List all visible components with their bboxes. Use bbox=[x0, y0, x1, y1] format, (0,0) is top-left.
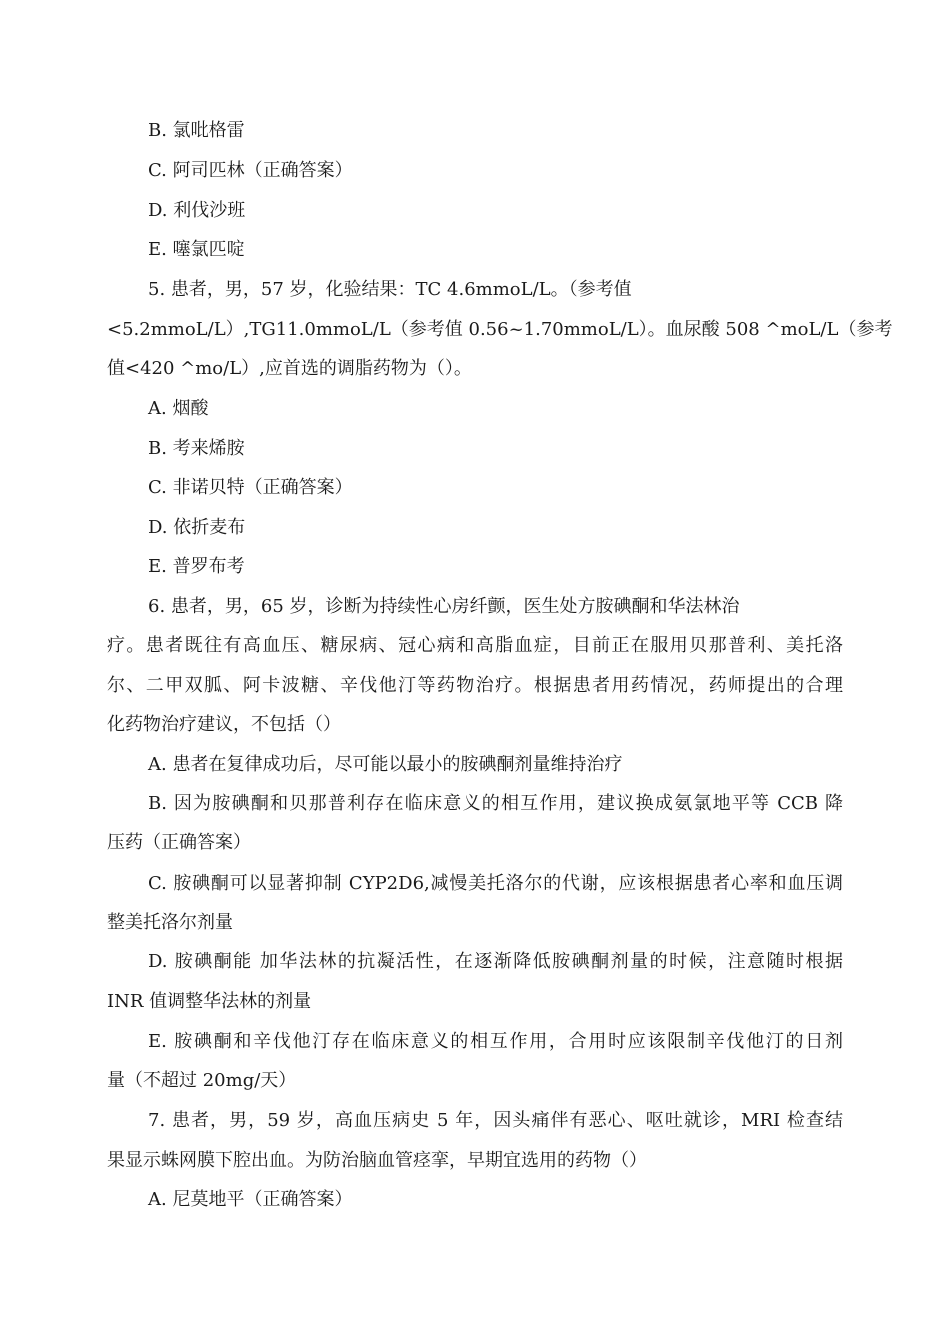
option-line: C. 非诺贝特（正确答案） bbox=[148, 477, 353, 498]
option-line: 压药（正确答案） bbox=[107, 832, 251, 853]
option-line: E. 噻氯匹啶 bbox=[148, 239, 245, 260]
option-line: E. 普罗布考 bbox=[148, 556, 245, 577]
option-line: 整美托洛尔剂量 bbox=[107, 912, 233, 933]
option-line: E. 胺碘酮和辛伐他汀存在临床意义的相互作用，合用时应该限制辛伐他汀的日剂 bbox=[148, 1031, 843, 1052]
question-stem-line: <5.2mmoL/L）,TG11.0mmoL/L（参考值 0.56~1.70mmoL/L）。血尿酸 508 ^moL/L（参考 bbox=[107, 319, 893, 340]
option-line: B. 氯吡格雷 bbox=[148, 120, 245, 141]
question-stem-line: 尔、二甲双胍、阿卡波糖、辛伐他汀等药物治疗。根据患者用药情况，药师提出的合理 bbox=[107, 675, 843, 696]
option-line: D. 依折麦布 bbox=[148, 517, 246, 538]
option-line: B. 因为胺碘酮和贝那普利存在临床意义的相互作用，建议换成氨氯地平等 CCB 降 bbox=[148, 793, 843, 814]
question-stem-line: 7. 患者，男，59 岁，高血压病史 5 年，因头痛伴有恶心、呕吐就诊，MRI 检查结 bbox=[148, 1110, 843, 1131]
option-line: A. 尼莫地平（正确答案） bbox=[148, 1189, 353, 1210]
option-line: D. 利伐沙班 bbox=[148, 200, 246, 221]
question-stem-line: 疗。患者既往有高血压、糖尿病、冠心病和高脂血症，目前正在服用贝那普利、美托洛 bbox=[107, 635, 843, 656]
option-line: B. 考来烯胺 bbox=[148, 438, 245, 459]
option-line: D. 胺碘酮能 加华法林的抗凝活性，在逐渐降低胺碘酮剂量的时候，注意随时根据 bbox=[148, 951, 843, 972]
option-line: 量（不超过 20mg/天） bbox=[107, 1070, 297, 1091]
option-line: INR 值调整华法林的剂量 bbox=[107, 991, 312, 1012]
option-line: A. 烟酸 bbox=[148, 398, 209, 419]
question-stem-line: 果显示蛛网膜下腔出血。为防治脑血管痉挛，早期宜选用的药物（） bbox=[107, 1150, 647, 1171]
option-line: C. 胺碘酮可以显著抑制 CYP2D6,减慢美托洛尔的代谢，应该根据患者心率和血压调 bbox=[148, 873, 843, 894]
question-stem-line: 值<420 ^mo/L）,应首选的调脂药物为（）。 bbox=[107, 358, 472, 379]
option-line: C. 阿司匹林（正确答案） bbox=[148, 160, 353, 181]
question-stem-line: 5. 患者，男，57 岁，化验结果：TC 4.6mmoL/L。（参考值 bbox=[148, 279, 632, 300]
question-stem-line: 6. 患者，男，65 岁，诊断为持续性心房纤颤，医生处方胺碘酮和华法林治 bbox=[148, 596, 740, 617]
question-stem-line: 化药物治疗建议，不包括（） bbox=[107, 714, 341, 735]
option-line: A. 患者在复律成功后，尽可能以最小的胺碘酮剂量维持治疗 bbox=[148, 754, 623, 775]
